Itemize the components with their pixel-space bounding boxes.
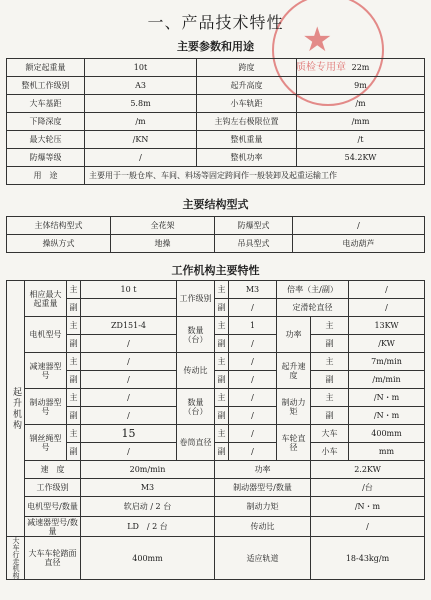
sub-marker: 副 bbox=[67, 299, 81, 317]
value-cell: / bbox=[229, 443, 277, 461]
main-marker: 主 bbox=[311, 317, 349, 335]
table-row bbox=[7, 167, 425, 185]
value-cell: / bbox=[229, 407, 277, 425]
label-cell: 钢丝绳型号 bbox=[25, 425, 67, 461]
main-marker: 主 bbox=[215, 353, 229, 371]
value-cell: ZD151-4 bbox=[81, 317, 177, 335]
label-cell: 大车车轮踏面直径 bbox=[25, 537, 81, 580]
value-cell: / bbox=[81, 353, 177, 371]
value-cell: /m bbox=[297, 95, 425, 113]
label-cell: 跨度 bbox=[197, 59, 297, 77]
main-marker: 主 bbox=[67, 353, 81, 371]
value-cell: 13KW bbox=[349, 317, 425, 335]
label-cell: 整机工作级别 bbox=[7, 77, 85, 95]
main-params-table bbox=[6, 58, 425, 185]
seal-text: 质检专用章 bbox=[296, 62, 346, 73]
table-row bbox=[7, 537, 425, 580]
sub-marker: 副 bbox=[215, 443, 229, 461]
label-cell: 额定起重量 bbox=[7, 59, 85, 77]
sub-marker: 副 bbox=[215, 407, 229, 425]
value-cell: /N・m bbox=[349, 389, 425, 407]
value-cell: mm bbox=[349, 443, 425, 461]
label-cell: 工作级别 bbox=[25, 479, 81, 497]
label-cell: 功率 bbox=[215, 461, 311, 479]
value-cell: 18-43kg/m bbox=[311, 537, 425, 580]
section-title-structure: 主要结构型式 bbox=[182, 198, 249, 211]
value-cell: 软启动 / 2 台 bbox=[81, 497, 215, 517]
label-cell: 制动器型号 bbox=[25, 389, 67, 425]
table-row bbox=[7, 335, 425, 353]
sub-marker: 副 bbox=[67, 407, 81, 425]
table-row bbox=[7, 407, 425, 425]
main-marker: 主 bbox=[215, 389, 229, 407]
value-cell: / bbox=[229, 389, 277, 407]
sub-marker: 副 bbox=[67, 443, 81, 461]
value-cell: / bbox=[81, 335, 177, 353]
section-title-main-params: 主要参数和用途 bbox=[177, 40, 254, 53]
label-cell: 传动比 bbox=[177, 353, 215, 389]
usage-value: 主要用于一般仓库、车间、料场等固定跨间作一般装卸及起重运输工作 bbox=[85, 167, 425, 185]
value-cell: /m/min bbox=[349, 371, 425, 389]
label-cell: 操纵方式 bbox=[7, 235, 111, 253]
value-cell: 9m bbox=[297, 77, 425, 95]
value-cell: /N・m bbox=[349, 407, 425, 425]
value-cell: / bbox=[85, 149, 197, 167]
label-cell: 功率 bbox=[277, 317, 311, 353]
seal-star-icon: ★ bbox=[302, 20, 333, 60]
label-cell: 传动比 bbox=[215, 517, 311, 537]
value-cell: / bbox=[81, 407, 177, 425]
label-cell: 制动力矩 bbox=[215, 497, 311, 517]
value-cell: 地操 bbox=[111, 235, 215, 253]
value-cell: 10t bbox=[85, 59, 197, 77]
value-cell: 20m/min bbox=[81, 461, 215, 479]
main-marker: 主 bbox=[215, 425, 229, 443]
label-cell: 电机型号/数量 bbox=[25, 497, 81, 517]
label-cell: 定滑轮直径 bbox=[277, 299, 349, 317]
value-cell: /N・m bbox=[311, 497, 425, 517]
table-row bbox=[7, 113, 425, 131]
label-cell: 防爆型式 bbox=[215, 217, 293, 235]
label-cell: 大车基距 bbox=[7, 95, 85, 113]
value-cell: /t bbox=[297, 131, 425, 149]
value-cell: / bbox=[81, 371, 177, 389]
value-cell: 全花架 bbox=[111, 217, 215, 235]
value-cell bbox=[81, 299, 177, 317]
label-cell: 小车 bbox=[311, 443, 349, 461]
mechanism-table bbox=[6, 280, 425, 580]
table-row bbox=[7, 479, 425, 497]
main-marker: 主 bbox=[311, 353, 349, 371]
main-marker: 主 bbox=[67, 281, 81, 299]
value-cell: / bbox=[293, 217, 425, 235]
label-cell: 工作级别 bbox=[177, 281, 215, 317]
label-cell: 主钩左右极限位置 bbox=[197, 113, 297, 131]
main-marker: 主 bbox=[67, 425, 81, 443]
value-cell: / bbox=[229, 371, 277, 389]
value-cell: /KN bbox=[85, 131, 197, 149]
value-cell: 电动葫芦 bbox=[293, 235, 425, 253]
table-row bbox=[7, 443, 425, 461]
value-cell: /m bbox=[85, 113, 197, 131]
sub-marker: 副 bbox=[67, 335, 81, 353]
label-cell: 整机功率 bbox=[197, 149, 297, 167]
value-cell: LD / 2 台 bbox=[81, 517, 215, 537]
value-cell: / bbox=[229, 353, 277, 371]
label-cell: 主体结构型式 bbox=[7, 217, 111, 235]
value-cell: 10 t bbox=[81, 281, 177, 299]
value-cell: 7m/min bbox=[349, 353, 425, 371]
label-cell: 吊具型式 bbox=[215, 235, 293, 253]
sub-marker: 副 bbox=[311, 371, 349, 389]
main-marker: 主 bbox=[67, 317, 81, 335]
sub-marker: 副 bbox=[215, 299, 229, 317]
value-cell: M3 bbox=[229, 281, 277, 299]
table-row bbox=[7, 371, 425, 389]
value-cell: /台 bbox=[311, 479, 425, 497]
value-cell: 22m bbox=[297, 59, 425, 77]
main-marker: 主 bbox=[215, 317, 229, 335]
table-row bbox=[7, 389, 425, 407]
label-cell: 整机重量 bbox=[197, 131, 297, 149]
sub-marker: 副 bbox=[215, 371, 229, 389]
label-cell: 用 途 bbox=[7, 167, 85, 185]
table-row bbox=[7, 95, 425, 113]
label-cell: 数量（台） bbox=[177, 317, 215, 353]
section-title-mechanisms: 工作机构主要特性 bbox=[171, 264, 260, 277]
value-cell: / bbox=[81, 389, 177, 407]
value-cell: / bbox=[229, 299, 277, 317]
value-cell: A3 bbox=[85, 77, 197, 95]
table-row bbox=[7, 317, 425, 335]
label-cell: 卷筒直径 bbox=[177, 425, 215, 461]
table-row bbox=[7, 497, 425, 517]
label-cell: 小车轨距 bbox=[197, 95, 297, 113]
table-row bbox=[7, 425, 425, 443]
table-row bbox=[7, 299, 425, 317]
hoist-mechanism-label: 起升机构 bbox=[7, 281, 25, 537]
table-row bbox=[7, 77, 425, 95]
table-row bbox=[7, 217, 425, 235]
table-row bbox=[7, 235, 425, 253]
value-cell: / bbox=[81, 443, 177, 461]
value-cell: 1 bbox=[229, 317, 277, 335]
main-marker: 主 bbox=[215, 281, 229, 299]
label-cell: 速 度 bbox=[25, 461, 81, 479]
table-row bbox=[7, 517, 425, 537]
main-marker: 主 bbox=[67, 389, 81, 407]
label-cell: 制动器型号/数量 bbox=[215, 479, 311, 497]
main-marker: 主 bbox=[311, 389, 349, 407]
travel-mechanism-label: 大车行走机构 bbox=[7, 537, 25, 580]
sub-marker: 副 bbox=[311, 407, 349, 425]
label-cell: 大车 bbox=[311, 425, 349, 443]
table-row bbox=[7, 461, 425, 479]
label-cell: 起升速度 bbox=[277, 353, 311, 389]
label-cell: 减速器型号/数量 bbox=[25, 517, 81, 537]
label-cell: 起升高度 bbox=[197, 77, 297, 95]
table-row bbox=[7, 353, 425, 371]
value-cell: / bbox=[349, 299, 425, 317]
value-cell: M3 bbox=[81, 479, 215, 497]
value-cell: 5.8m bbox=[85, 95, 197, 113]
label-cell: 减速器型号 bbox=[25, 353, 67, 389]
value-cell: / bbox=[311, 517, 425, 537]
value-cell: 2.2KW bbox=[311, 461, 425, 479]
value-cell: / bbox=[229, 335, 277, 353]
value-cell: /mm bbox=[297, 113, 425, 131]
table-row bbox=[7, 149, 425, 167]
label-cell: 最大轮压 bbox=[7, 131, 85, 149]
table-row bbox=[7, 59, 425, 77]
value-cell: 54.2KW bbox=[297, 149, 425, 167]
table-row bbox=[7, 281, 425, 299]
label-cell: 适应轨道 bbox=[215, 537, 311, 580]
label-cell: 电机型号 bbox=[25, 317, 67, 353]
label-cell: 制动力矩 bbox=[277, 389, 311, 425]
structure-table bbox=[6, 216, 425, 253]
label-cell: 防爆等级 bbox=[7, 149, 85, 167]
label-cell: 倍率（主/副） bbox=[277, 281, 349, 299]
label-cell: 相应最大起重量 bbox=[25, 281, 67, 317]
value-cell: 400mm bbox=[81, 537, 215, 580]
label-cell: 下降深度 bbox=[7, 113, 85, 131]
label-cell: 数量（台） bbox=[177, 389, 215, 425]
page-title: 一、产品技术特性 bbox=[147, 13, 284, 32]
value-cell: / bbox=[349, 281, 425, 299]
value-cell: /KW bbox=[349, 335, 425, 353]
sub-marker: 副 bbox=[67, 371, 81, 389]
value-cell: 400mm bbox=[349, 425, 425, 443]
value-cell: / bbox=[229, 425, 277, 443]
value-cell: 15 bbox=[81, 425, 177, 443]
sub-marker: 副 bbox=[215, 335, 229, 353]
table-row bbox=[7, 131, 425, 149]
sub-marker: 副 bbox=[311, 335, 349, 353]
label-cell: 车轮直径 bbox=[277, 425, 311, 461]
